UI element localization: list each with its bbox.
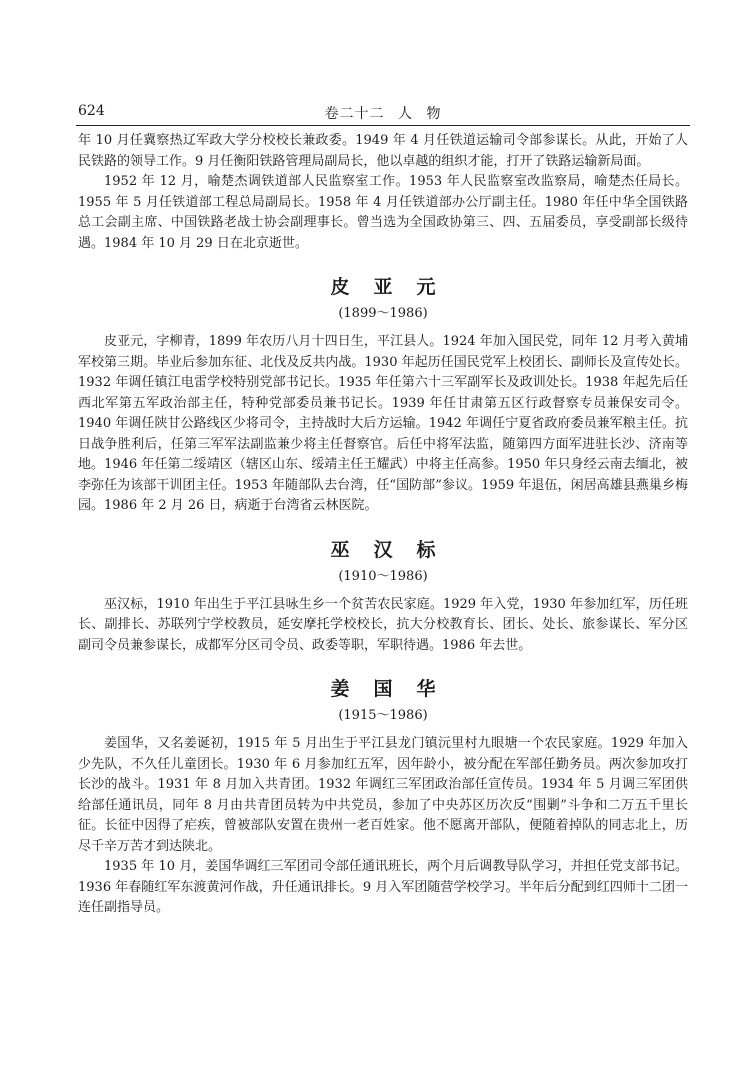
body-paragraph: 年 10 月任冀察热辽军政大学分校校长兼政委。1949 年 4 月任铁道运输司令部参谋长。从此，开始了人民铁路的领导工作。9 月任衡阳铁路管理局副局长，他以卓越的组织才能，打开了铁路运输新局面。 xyxy=(78,133,688,169)
biography-wu-hanbiao xyxy=(78,537,688,657)
body-paragraph: 1935 年 10 月，姜国华调红三军团司令部任通讯班长，两个月后调教导队学习，并担任党支部书记。1936 年春随红军东渡黄河作战，升任通讯排长。9 月入军团随营学校学习。半年后分配到红四师十二团一连任副指导员。 xyxy=(78,859,688,915)
biography-dates: (1910～1986) xyxy=(338,568,428,584)
biography-dates: (1915～1986) xyxy=(338,708,428,723)
page-number: 624 xyxy=(78,103,105,119)
body-paragraph: 皮亚元，字柳青，1899 年农历八月十四日生，平江县人。1924 年加入国民党，同年 12 月考入黄埔军校第三期。毕业后参加东征、北伐及反共内战。1930 年起历任国民党军上校团长、副师长及宣传处长。1932 年调任镇江电雷学校特别党部书记长。1935 年任第六十三军副军长及政训处长。1938 年起先后任西北军第五军政治部主任，特种党部委员兼书记长。1939 年任甘肃第五区行政督察专员兼保安司令。1940 年调任陕甘公路线区少将司令，主持战时大后方运输。1942 年调任宁夏省政府委员兼军粮主任。抗日战争胜利后，任第三军军法副监兼少将主任督察官。后任中将军法监，随第四方面军进驻长沙、济南等地。1946 年任第二绥靖区（辖区山东、绥靖主任王耀武）中将主任高参。1950 年只身经云南去缅北，被李弥任为该部干训团主任。1953 年随部队去台湾，任“国防部”参议。1959 年退伍，闲居高雄县燕巢乡梅园。1986 年 2 月 26 日，病逝于台湾省云林医院。 xyxy=(78,334,688,513)
body-paragraph: 姜国华，又名姜诞初，1915 年 5 月出生于平江县龙门镇沅里村九眼塘一个农民家庭。1929 年加入少先队，不久任儿童团长。1930 年 6 月参加红五军，因年龄小，被分配在军部任勤务员。两次参加攻打长沙的战斗。1931 年 8 月加入共青团。1932 年调红三军团政治部任宣传员。1934 年 5 月调三军团供给部任通讯员，同年 8 月由共青团员转为中共党员，参加了中央苏区历次反“围剿”斗争和二万五千里长征。长征中因得了疟疾，曾被部队安置在贵州一老百姓家。他不愿离开部队，便随着掉队的同志北上，历尽千辛万苦才到达陕北。 xyxy=(78,736,688,854)
biography-name: 皮亚元 xyxy=(330,276,460,298)
body-paragraph: 1952 年 12 月，喻楚杰调铁道部人民监察室工作。1953 年人民监察室改监察局，喻楚杰任局长。1955 年 5 月任铁道部工程总局副局长。1958 年 4 月任铁道部办公厅副主任。1980 年任中华全国铁路总工会副主席、中国铁路老战士协会副理事长。曾当选为全国政协第三、四、五届委员，享受副部长级待遇。1984 年 10 月 29 日在北京逝世。 xyxy=(78,174,688,251)
biography-jiang-guohua xyxy=(78,676,688,919)
biography-name: 姜国华 xyxy=(330,678,460,700)
biography-dates: (1899～1986) xyxy=(338,306,428,321)
header-rule xyxy=(76,125,690,126)
page-header xyxy=(78,103,688,125)
running-title: 卷二十二 人 物 xyxy=(324,106,442,122)
biography-name: 巫汉标 xyxy=(330,538,460,561)
body-paragraph: 巫汉标，1910 年出生于平江县咏生乡一个贫苦农民家庭。1929 年入党，1930 年参加红军，历任班长、副排长、苏联列宁学校教员，延安摩托学校校长，抗大分校教育长、团长、处长、旅参谋长、军分区副司令员兼参谋长，成都军分区司令员、政委等职，军职待遇。1986 年去世。 xyxy=(78,596,688,653)
page-body xyxy=(78,131,688,919)
biography-pi-yayuan xyxy=(78,274,688,517)
